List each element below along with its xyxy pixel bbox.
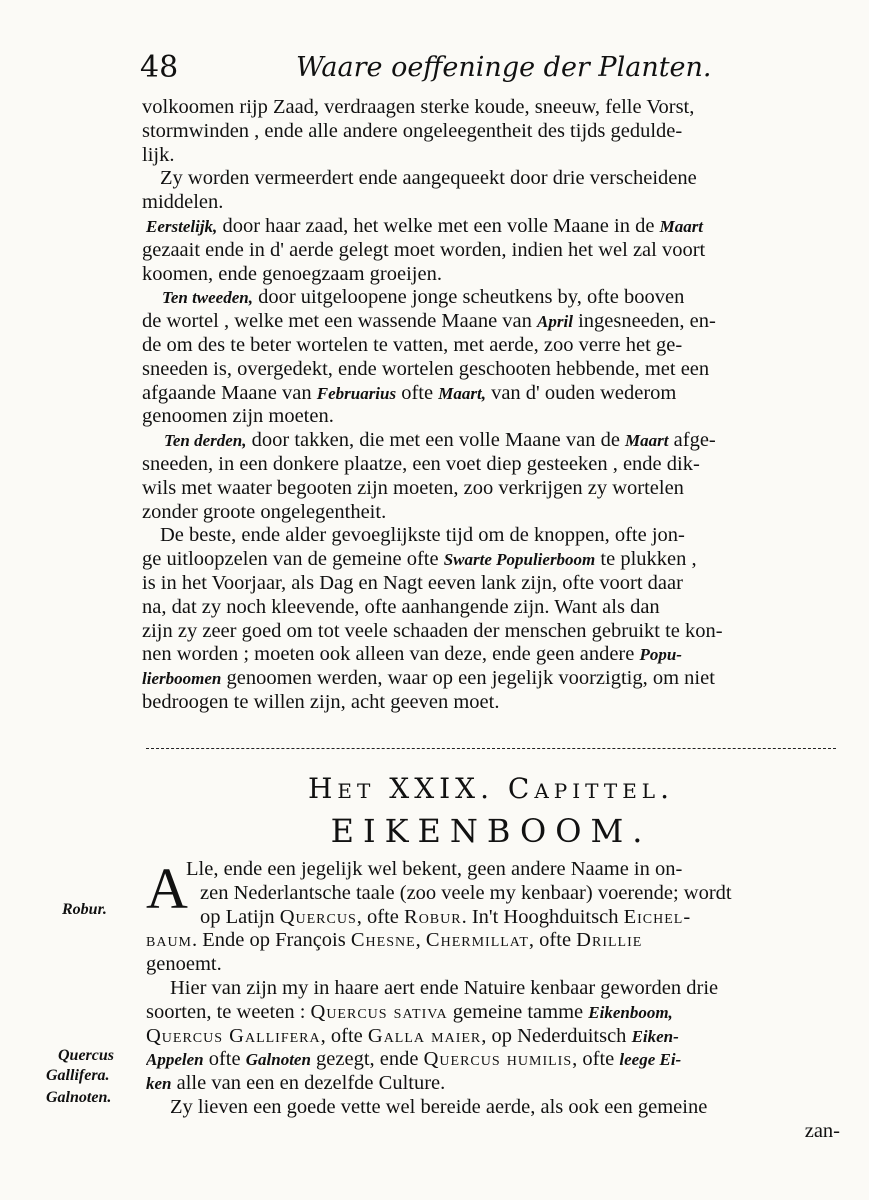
text-line: Hier van zijn my in haare aert ende Natuire kenbaar geworden drie [170, 976, 719, 999]
text-line: lijk. [142, 143, 175, 166]
running-head [140, 50, 840, 90]
text-line: stormwinden , ende alle andere ongeleegentheit des tijds gedulde- [142, 119, 683, 142]
paragraph-beste: De beste, ende alder gevoeglijkste tijd om de knoppen, ofte jon- [160, 524, 685, 547]
chapter-title: EIKENBOOM. [330, 812, 652, 850]
text-line: soorten, te weeten : Quercus sativa gemeine tamme Eikenboom, [146, 1000, 673, 1023]
text-line: volkoomen rijp Zaad, verdraagen sterke koude, sneeuw, felle Vorst, [142, 96, 695, 118]
text-line: lierboomen genoomen werden, waar op een jegelijk voorzigtig, om niet [142, 667, 715, 690]
text-line: sneeden, in een donkere plaatze, een voet diep gesteeken , ende dik- [142, 452, 700, 475]
text-line: Quercus Gallifera, ofte Galla maier, op Nederduitsch Eiken- [146, 1024, 679, 1047]
text-line: wils met waater begooten zijn moeten, zoo verkrijgen zy wortelen [142, 476, 684, 499]
page-number: 48 [140, 50, 179, 85]
text-line: baum. Ende op François Chesne, Chermillat, ofte Drillie [146, 929, 643, 952]
text-line: is in het Voorjaar, als Dag en Nagt eeven lank zijn, ofte voort daar [142, 571, 683, 594]
text-line: Lle, ende een jegelijk wel bekent, geen andere Naame in on- [186, 858, 683, 880]
chapter-heading: Het XXIX. Capittel. [308, 772, 674, 805]
text-line: bedroogen te willen zijn, acht geeven moet. [142, 690, 500, 713]
catchword: zan- [804, 1119, 840, 1142]
text-line: de wortel , welke met een wassende Maane van April ingesneeden, en- [142, 310, 716, 333]
italic-label: Eerstelijk, [146, 216, 218, 236]
text-line: genoomen zijn moeten. [142, 405, 334, 428]
text-line: genoemt. [146, 953, 222, 976]
text-line: zonder groote ongelegentheit. [142, 500, 387, 523]
text-line: sneeden is, overgedekt, ende wortelen geschooten hebbende, met een [142, 357, 710, 380]
paragraph-derden: Ten derden, door takken, die met een volle Maane van de Maart afge- [164, 429, 716, 452]
text-line: zen Nederlantsche taale (zoo veele my kenbaar) voerende; wordt [200, 881, 732, 904]
text-line: na, dat zy noch kleevende, ofte aanhangende zijn. Want als dan [142, 595, 660, 618]
paragraph-eerstelijk: Eerstelijk, door haar zaad, het welke met een volle Maane in de Maart [146, 214, 704, 237]
text-line: gezaait ende in d' aerde gelegt moet worden, indien het wel zal voort [142, 238, 706, 261]
text-line: afgaande Maane van Februarius ofte Maart, van d' ouden wederom [142, 381, 677, 404]
text-line: ge uitloopzelen van de gemeine ofte Swarte Populierboom te plukken , [142, 548, 697, 571]
margin-note-robur: Robur. [62, 901, 107, 918]
text-line: Appelen ofte Galnoten gezegt, ende Quercus humilis, ofte leege Ei- [146, 1048, 682, 1071]
margin-note-gallifera: Gallifera. [46, 1067, 110, 1084]
text-line: zijn zy zeer goed om tot veele schaaden der menschen gebruikt te kon- [142, 619, 723, 642]
text-line: koomen, ende genoegzaam groeijen. [142, 262, 442, 285]
drop-cap: A [146, 856, 188, 921]
margin-note-galnoten: Galnoten. [46, 1089, 112, 1106]
margin-note-quercus: Quercus [58, 1047, 115, 1064]
paragraph-tweeden: Ten tweeden, door uitgeloopene jonge scheutkens by, ofte booven [162, 286, 685, 309]
text-line: Zy worden vermeerdert ende aangequeekt door drie verscheidene [160, 167, 697, 190]
text-line: ken alle van een en dezelfde Culture. [146, 1072, 446, 1095]
chapter-text [146, 858, 844, 1144]
text-line: de om des te beter wortelen te vatten, met aerde, zoo verre het ge- [142, 333, 683, 356]
text-line: op Latijn Quercus, ofte Robur. In't Hooghduitsch Eichel- [200, 905, 692, 928]
text-line: nen worden ; moeten ook alleen van deze, ende geen andere Popu- [142, 643, 682, 666]
text-line: middelen. [142, 191, 224, 214]
section-divider [146, 748, 836, 749]
running-title: Waare oeffeninge der Planten. [296, 52, 712, 83]
text-line: Zy lieven een goede vette wel bereide aerde, als ook een gemeine [170, 1095, 708, 1118]
body-text [142, 96, 840, 715]
